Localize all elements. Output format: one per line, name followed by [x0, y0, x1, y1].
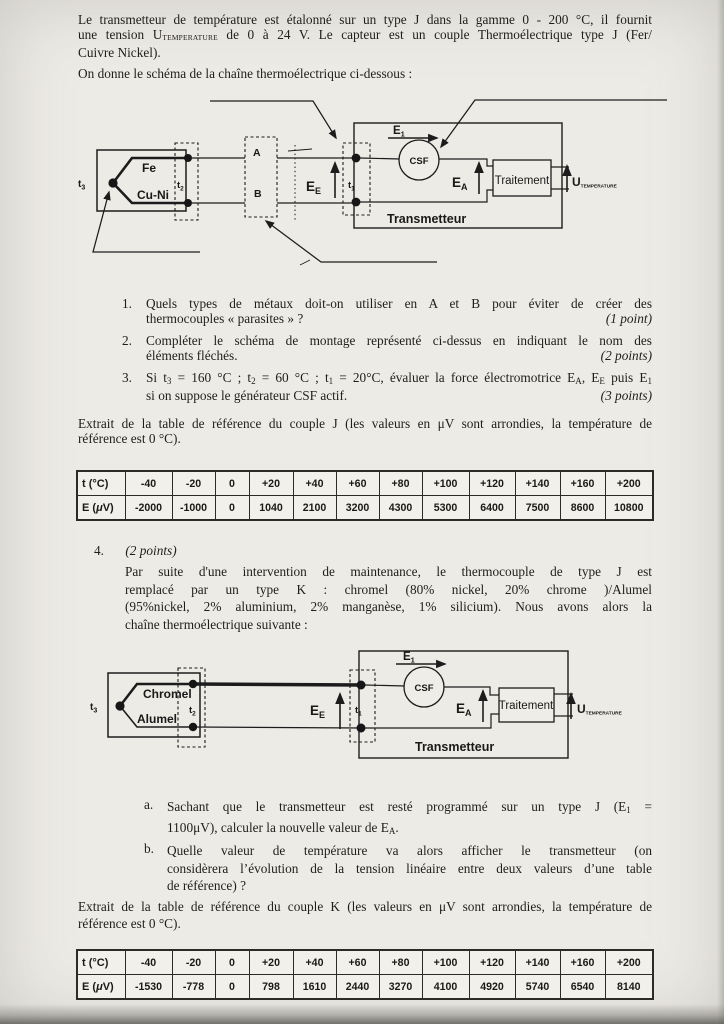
table-cell: 4920	[469, 975, 515, 1000]
table-cell: +160	[560, 471, 605, 496]
table-cell: +20	[249, 950, 293, 975]
table-cell: -20	[172, 471, 215, 496]
table-cell: 3200	[336, 496, 379, 521]
table-row-emf	[77, 975, 653, 1000]
t2-label: $t_2$	[189, 705, 196, 718]
question-number: 4.	[94, 543, 104, 558]
question-line: Quels types de métaux doit-on utiliser en A et B pour éviter de créer des	[146, 296, 652, 311]
extract-j-paragraph	[78, 417, 652, 447]
callout-arrow-t1-junction	[210, 101, 336, 138]
scan-mark	[300, 260, 310, 265]
paragraph-line: (95%nickel, 2% aluminium, 2% manganèse, 1% silicium). Nous avons alors la	[125, 599, 652, 614]
junction-dot	[115, 701, 124, 710]
t1-label: $t_1$	[348, 180, 355, 193]
table-cell: 0	[215, 950, 249, 975]
table-cell: 0	[215, 496, 249, 521]
question-2	[122, 334, 652, 364]
t3-label: $t_3$	[90, 702, 98, 715]
t1-label: $t_1$	[355, 705, 362, 718]
t3-label: $t_3$	[78, 179, 86, 192]
table-cell: -20	[172, 950, 215, 975]
table-cell: 5300	[422, 496, 469, 521]
thick-compensation-wire	[193, 684, 361, 685]
question-text: thermocouples « parasites » ?	[146, 310, 304, 326]
questions-list	[122, 297, 652, 410]
subquestion-b	[144, 842, 652, 894]
table-cell: +140	[515, 950, 560, 975]
table-cell: -1530	[125, 975, 172, 1000]
processing-label: Traitement	[498, 700, 554, 712]
table-cell: +200	[605, 950, 653, 975]
row-header-emf: E (μV)	[77, 496, 125, 521]
table-cell: +60	[336, 950, 379, 975]
csf-label: CSF	[414, 683, 434, 694]
points-badge: (1 point)	[605, 310, 652, 326]
csf-label: CSF	[409, 156, 429, 167]
reference-table-couple-k	[76, 949, 654, 1000]
table-cell: 1040	[249, 496, 293, 521]
junction-dot	[357, 724, 366, 733]
junction-dot	[184, 154, 192, 162]
table-cell: +120	[469, 471, 515, 496]
intro-line-3: Cuivre Nickel).	[78, 44, 161, 60]
thermoelectric-chain-diagram-2	[0, 645, 724, 767]
reference-table-couple-j	[76, 470, 654, 521]
thermoelectric-chain-diagram-1	[0, 90, 724, 275]
table-cell: 2100	[293, 496, 336, 521]
scan-edge-shadow-bottom	[0, 1004, 724, 1024]
schema-intro-line: On donne le schéma de la chaîne thermoélectrique ci-dessous :	[78, 66, 413, 81]
table-cell: 10800	[605, 496, 653, 521]
table-row-temperature	[77, 471, 653, 496]
row-header-temperature: t (°C)	[77, 950, 125, 975]
diagram2-labels	[90, 651, 623, 754]
ee-label: $E_E$	[306, 179, 322, 196]
paragraph-line: Quelle valeur de température va alors afficher le transmetteur (on	[167, 843, 652, 859]
subquestion-text	[167, 842, 652, 894]
points-badge: (2 points)	[125, 543, 177, 558]
extract-line: référence est 0 °C).	[78, 916, 181, 931]
table-cell: +100	[422, 471, 469, 496]
u-temperature-label: UTEMPERATURE	[577, 702, 622, 717]
paragraph-line: Sachant que le transmetteur est resté programmé sur un type J ($E_1$ =	[167, 799, 652, 815]
processing-label: Traitement	[494, 175, 550, 187]
table-cell: +20	[249, 471, 293, 496]
extract-line: référence est 0 °C).	[78, 430, 181, 446]
paragraph-line: remplacé par un type K : chromel (80% nickel, 20% chrome )/Alumel	[125, 581, 652, 597]
chromel-label: Chromel	[143, 687, 192, 701]
table-cell: 798	[249, 975, 293, 1000]
alumel-label: Alumel	[137, 712, 178, 726]
table-cell: 4100	[422, 975, 469, 1000]
points-badge: (3 points)	[600, 387, 652, 403]
table-cell: +100	[422, 950, 469, 975]
question-3	[122, 371, 652, 404]
question-text: éléments fléchés.	[146, 347, 238, 363]
table-cell: 6540	[560, 975, 605, 1000]
question-4-paragraph	[125, 563, 652, 633]
extract-line: Extrait de la table de référence du couple K (les valeurs en μV sont arrondies, la température de	[78, 899, 652, 914]
table-cell: +140	[515, 471, 560, 496]
intro-paragraph	[78, 13, 652, 61]
row-header-temperature: t (°C)	[77, 471, 125, 496]
question-last-line	[146, 312, 652, 327]
wire	[193, 727, 361, 728]
junction-dot	[108, 178, 117, 187]
fe-label: Fe	[142, 161, 157, 175]
points-badge: (2 points)	[600, 347, 652, 363]
table-cell: 7500	[515, 496, 560, 521]
question-number: 2.	[122, 332, 132, 348]
subquestions-list	[144, 798, 652, 894]
junction-dot	[189, 723, 197, 731]
paragraph-line: Par suite d'une intervention de maintenance, le thermocouple de type J est	[125, 564, 652, 579]
item-letter: b.	[144, 841, 154, 857]
table-row-emf	[77, 496, 653, 521]
e1-label: $E_1$	[393, 125, 405, 139]
small-tick-line	[288, 149, 312, 151]
wire	[360, 158, 400, 159]
table-cell: 8140	[605, 975, 653, 1000]
block-b-label: B	[254, 188, 262, 200]
subquestion-text	[167, 798, 652, 840]
table-cell: 2440	[336, 975, 379, 1000]
paragraph-line: considèrera l’évolution de la tension linéaire entre deux valeurs d’une table	[167, 860, 652, 876]
table-cell: +120	[469, 950, 515, 975]
extract-line: Extrait de la table de référence du couple J (les valeurs en μV sont arrondies, la température de	[78, 416, 652, 431]
table-cell: -2000	[125, 496, 172, 521]
ea-label: $E_A$	[456, 701, 472, 718]
wire	[360, 190, 493, 202]
intro-line-2: une tension UTEMPERATURE de 0 à 24 V. Le capteur est un couple Thermoélectrique type J (Fer/	[78, 26, 652, 43]
table-cell: -1000	[172, 496, 215, 521]
table-cell: +40	[293, 471, 336, 496]
table-row-temperature	[77, 950, 653, 975]
scan-edge-shadow-right	[717, 0, 724, 1024]
wire	[365, 714, 499, 728]
table-cell: 6400	[469, 496, 515, 521]
item-letter: a.	[144, 797, 154, 812]
subquestion-a	[144, 798, 652, 840]
row-header-emf: E (μV)	[77, 975, 125, 1000]
question-number: 3.	[122, 369, 132, 385]
ee-label: $E_E$	[310, 703, 326, 720]
junction-dot	[352, 154, 361, 163]
transmitter-label: Transmetteur	[415, 740, 495, 754]
junction-dot	[184, 199, 192, 207]
cuni-label: Cu-Ni	[137, 188, 169, 202]
table-cell: +60	[336, 471, 379, 496]
transmitter-label: Transmetteur	[387, 212, 467, 226]
question-line: Si $t_3 = 160$ °C ; $t_2 = 60$ °C ; $t_1 = 20^\circ C$, évaluer la force électromotrice $E_A$, $E_E$ puis $E_1$	[146, 369, 652, 386]
callout-arrow-block-b	[266, 221, 437, 262]
extract-k-paragraph	[78, 898, 652, 932]
table-cell: +80	[379, 471, 422, 496]
table-cell: 5740	[515, 975, 560, 1000]
ea-label: $E_A$	[452, 175, 468, 192]
t2-label: $t_2$	[177, 180, 184, 193]
table-cell: 4300	[379, 496, 422, 521]
question-text: si on suppose le générateur CSF actif.	[146, 387, 348, 403]
table-cell: -40	[125, 471, 172, 496]
junction-dot	[357, 681, 366, 690]
intro-line-1: Le transmetteur de température est étalonné sur un type J dans la gamme 0 - 200 °C, il fournit	[78, 12, 652, 27]
table-cell: 0	[215, 471, 249, 496]
table-cell: 0	[215, 975, 249, 1000]
question-line: Compléter le schéma de montage représenté ci-dessus en indiquant le nom des	[146, 332, 652, 348]
junction-dot	[352, 198, 361, 207]
question-last-line	[146, 389, 652, 404]
table-cell: 1610	[293, 975, 336, 1000]
table-cell: -40	[125, 950, 172, 975]
e1-label: $E_1$	[403, 651, 415, 665]
paragraph-line: 1100μV), calculer la nouvelle valeur de $E_A$.	[167, 820, 399, 837]
question-1	[122, 297, 652, 327]
question-4-header	[94, 544, 177, 559]
table-cell: +80	[379, 950, 422, 975]
wire	[365, 685, 405, 686]
question-number: 1.	[122, 296, 132, 311]
table-cell: -778	[172, 975, 215, 1000]
u-temperature-label: UTEMPERATURE	[572, 175, 617, 190]
table-cell: 8600	[560, 496, 605, 521]
wire	[439, 159, 493, 166]
block-ab	[245, 137, 277, 217]
table-cell: +200	[605, 471, 653, 496]
paragraph-line: chaîne thermoélectrique suivante :	[125, 616, 308, 632]
wire	[444, 687, 499, 695]
block-a-label: A	[253, 147, 261, 159]
table-cell: +40	[293, 950, 336, 975]
table-cell: 3270	[379, 975, 422, 1000]
paragraph-line: de référence) ?	[167, 877, 246, 893]
table-cell: +160	[560, 950, 605, 975]
question-last-line	[146, 349, 652, 364]
